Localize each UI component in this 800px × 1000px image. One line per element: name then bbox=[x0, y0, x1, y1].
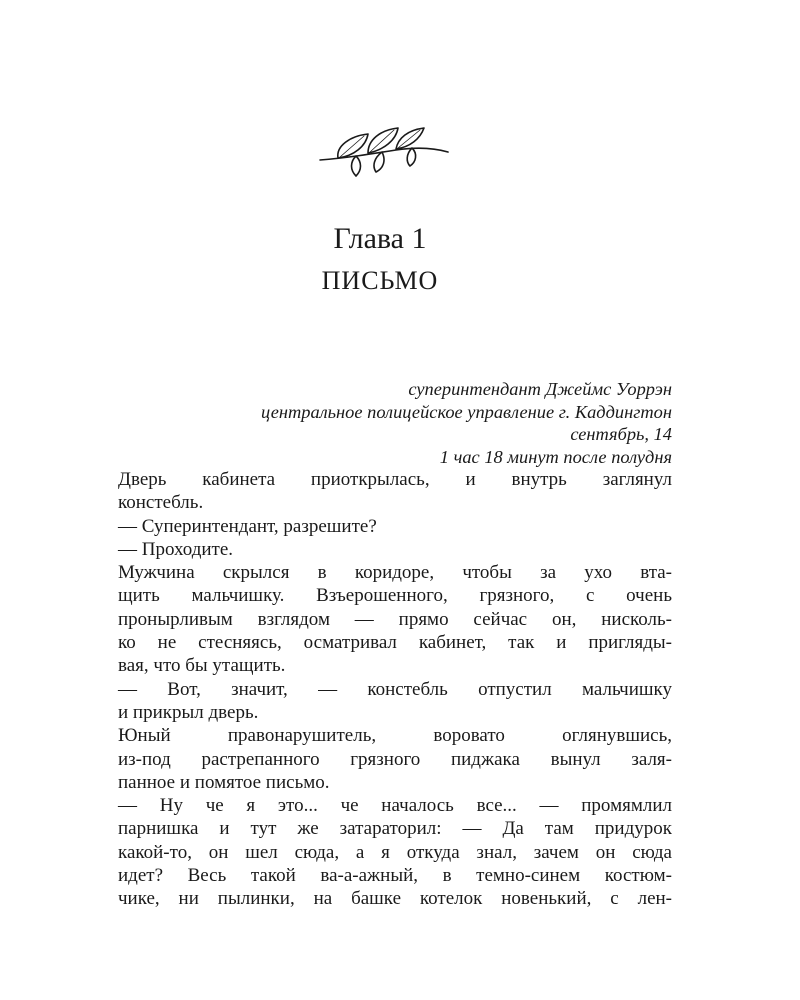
epigraph-line: суперинтендант Джеймс Уоррэн bbox=[408, 379, 672, 399]
text-line: — Проходите. bbox=[118, 538, 234, 560]
text-line: панное и помятое письмо. bbox=[118, 771, 330, 793]
text-line: Мужчина скрылся в коридоре, чтобы за ухо вта- bbox=[118, 562, 672, 584]
text-line: вая, что бы утащить. bbox=[118, 655, 286, 677]
text-line: Дверь кабинета приоткрылась, и внутрь заглянул bbox=[118, 469, 672, 490]
text-line: констебль. bbox=[118, 492, 204, 514]
text-line: чике, ни пылинки, на башке котелок новенький, с лен- bbox=[118, 888, 672, 910]
text-line: — Вот, значит, — констебль отпустил мальчишку bbox=[118, 678, 672, 700]
chapter-title: ПИСЬМО bbox=[321, 266, 439, 295]
leafy-branch-icon bbox=[316, 122, 452, 178]
text-line: щить мальчишку. Взъерошенного, грязного, с очень bbox=[118, 585, 672, 607]
epigraph-line: сентябрь, 14 bbox=[570, 424, 672, 444]
text-line: — Суперинтендант, разрешите? bbox=[118, 515, 377, 537]
epigraph-line: 1 час 18 минут после полудня bbox=[439, 446, 672, 467]
text-line: — Ну че я это... че началось все... — промямлил bbox=[118, 795, 672, 817]
epigraph-line: центральное полицейское управление г. Каддингтон bbox=[261, 401, 672, 422]
text-line: из-под растрепанного грязного пиджака вынул заля- bbox=[118, 748, 672, 770]
text-line: идет? Весь такой ва-а-ажный, в темно-синем костюм- bbox=[118, 865, 672, 887]
text-line: парнишка и тут же затараторил: — Да там придурок bbox=[118, 818, 672, 840]
epigraph bbox=[261, 378, 672, 468]
chapter-body bbox=[118, 468, 672, 911]
text-line: какой-то, он шел сюда, а я откуда знал, зачем он сюда bbox=[118, 841, 672, 863]
text-line: и прикрыл дверь. bbox=[118, 701, 259, 723]
text-line: Юный правонарушитель, воровато оглянувшись, bbox=[118, 725, 672, 747]
text-line: ко не стесняясь, осматривал кабинет, так и пригляды- bbox=[118, 632, 672, 654]
text-line: пронырливым взглядом — прямо сейчас он, нисколь- bbox=[118, 608, 672, 630]
chapter-number: Глава 1 bbox=[333, 222, 427, 255]
